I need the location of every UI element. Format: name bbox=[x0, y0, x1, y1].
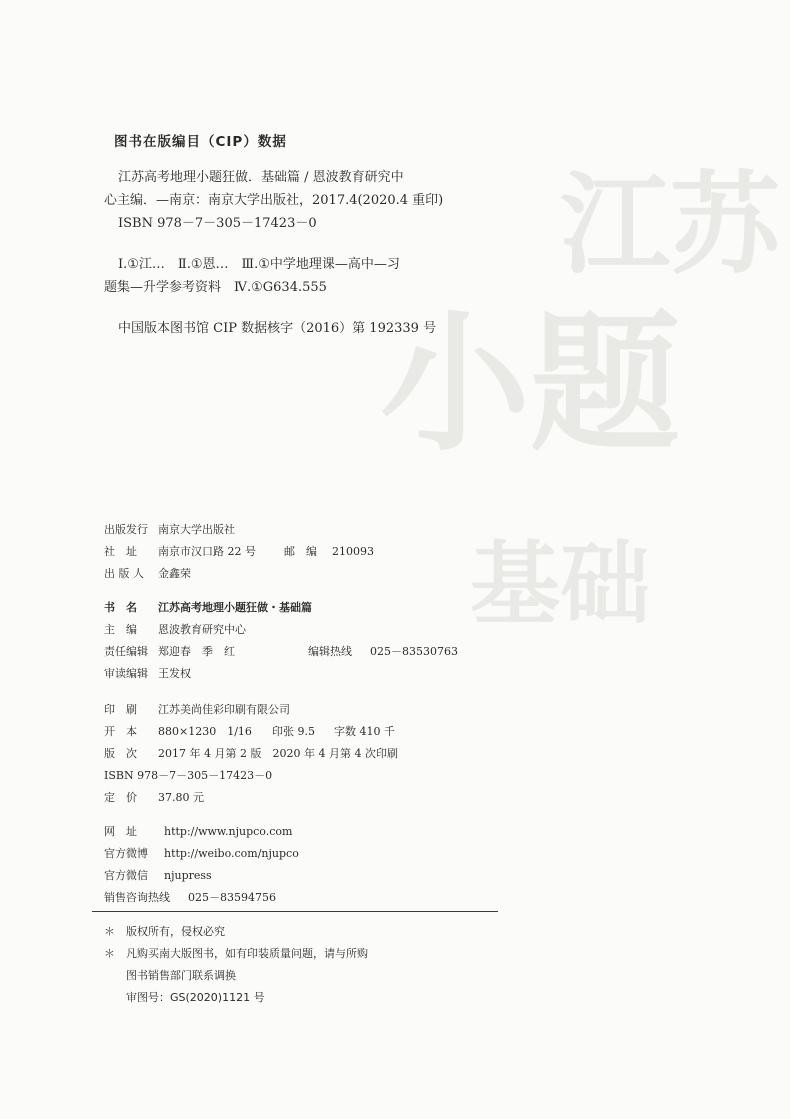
info-row bbox=[104, 743, 524, 765]
isbn: ISBN 978－7－305－17423－0 bbox=[104, 769, 273, 782]
note-item bbox=[104, 943, 368, 965]
info-value: 金鑫荣 bbox=[158, 567, 191, 580]
notes bbox=[104, 921, 368, 1009]
bleed-through-ghost: 江苏 bbox=[560, 161, 780, 289]
note-item bbox=[104, 921, 368, 943]
info-row bbox=[104, 641, 524, 663]
note-item bbox=[104, 965, 368, 987]
info-row bbox=[104, 721, 524, 743]
info-row bbox=[104, 887, 524, 909]
info-label: 出版发行 bbox=[104, 523, 148, 536]
info-row bbox=[104, 519, 524, 541]
note-text: 凡购买南大版图书，如有印装质量问题，请与所购 bbox=[126, 947, 368, 960]
cip-block bbox=[104, 130, 704, 340]
cip-isbn: ISBN 978－7－305－17423－0 bbox=[118, 216, 317, 231]
info-value: 南京大学出版社 bbox=[158, 523, 235, 536]
info-row bbox=[104, 865, 524, 887]
print-info bbox=[104, 699, 524, 809]
info-value: 025－83530763 bbox=[370, 645, 458, 658]
info-value: 江苏美尚佳彩印刷有限公司 bbox=[158, 703, 290, 716]
note-item bbox=[104, 987, 368, 1009]
info-row bbox=[104, 787, 524, 809]
info-label: 书 名 bbox=[104, 601, 137, 614]
info-label: 定 价 bbox=[104, 791, 137, 804]
weibo-link: http://weibo.com/njupco bbox=[164, 847, 299, 860]
info-row bbox=[104, 821, 524, 843]
info-row bbox=[104, 541, 524, 563]
info-value: 恩波教育研究中心 bbox=[158, 623, 246, 636]
info-row bbox=[104, 563, 524, 585]
divider bbox=[92, 911, 498, 912]
info-label: 邮 编 bbox=[284, 545, 317, 558]
info-label: 社 址 bbox=[104, 545, 137, 558]
asterisk-icon: ＊ bbox=[104, 925, 115, 938]
info-value: 880×1230 1/16 bbox=[158, 725, 252, 738]
info-label: 开 本 bbox=[104, 725, 137, 738]
info-value: 2017 年 4 月第 2 版 2020 年 4 月第 4 次印刷 bbox=[158, 747, 398, 760]
cip-number: 中国版本图书馆 CIP 数据核字（2016）第 192339 号 bbox=[118, 321, 437, 336]
info-label: 官方微博 bbox=[104, 847, 148, 860]
cip-line: 江苏高考地理小题狂做．基础篇 / 恩波教育研究中 bbox=[118, 170, 404, 185]
info-label: 版 次 bbox=[104, 747, 137, 760]
publisher-info bbox=[104, 519, 524, 585]
info-label: 官方微信 bbox=[104, 869, 148, 882]
info-value: 字数 410 千 bbox=[334, 725, 395, 738]
book-title: 江苏高考地理小题狂做・基础篇 bbox=[158, 601, 312, 614]
cip-line: 心主编．—南京：南京大学出版社，2017.4(2020.4 重印) bbox=[104, 193, 444, 208]
info-label: 网 址 bbox=[104, 825, 137, 838]
info-label: 出 版 人 bbox=[104, 567, 144, 580]
info-row bbox=[104, 597, 524, 619]
info-row bbox=[104, 699, 524, 721]
bleed-through-ghost: 小题 bbox=[380, 298, 681, 472]
info-label: 印 刷 bbox=[104, 703, 137, 716]
note-text: 图书销售部门联系调换 bbox=[126, 969, 236, 982]
info-value: 王发权 bbox=[158, 667, 191, 680]
sales-hotline: 025－83594756 bbox=[188, 891, 276, 904]
info-row bbox=[104, 663, 524, 685]
info-value: 210093 bbox=[332, 545, 374, 558]
info-row bbox=[104, 765, 524, 787]
website-link: http://www.njupco.com bbox=[164, 825, 293, 838]
cip-class-line: 题集—升学参考资料 Ⅳ.①G634.555 bbox=[104, 280, 327, 295]
map-approval-number: 审图号：GS(2020)1121 号 bbox=[126, 991, 265, 1004]
note-text: 版权所有，侵权必究 bbox=[126, 925, 225, 938]
info-row bbox=[104, 843, 524, 865]
contact-info bbox=[104, 821, 524, 909]
asterisk-icon: ＊ bbox=[104, 947, 115, 960]
info-label: 主 编 bbox=[104, 623, 137, 636]
info-label: 销售咨询热线 bbox=[104, 891, 170, 904]
info-label: 编辑热线 bbox=[308, 645, 352, 658]
book-info bbox=[104, 597, 524, 685]
info-value: 郑迎春 季 红 bbox=[158, 645, 235, 658]
info-value: 印张 9.5 bbox=[272, 725, 315, 738]
wechat-id: njupress bbox=[164, 869, 212, 882]
cip-title: 图书在版编目（CIP）数据 bbox=[114, 134, 287, 150]
info-label: 责任编辑 bbox=[104, 645, 148, 658]
info-label: 审读编辑 bbox=[104, 667, 148, 680]
cip-class-line: Ⅰ.①江… Ⅱ.①恩… Ⅲ.①中学地理课—高中—习 bbox=[118, 257, 400, 272]
price: 37.80 元 bbox=[158, 791, 204, 804]
info-value: 南京市汉口路 22 号 bbox=[158, 545, 256, 558]
bleed-through-ghost: 基础 bbox=[470, 532, 650, 637]
info-row bbox=[104, 619, 524, 641]
